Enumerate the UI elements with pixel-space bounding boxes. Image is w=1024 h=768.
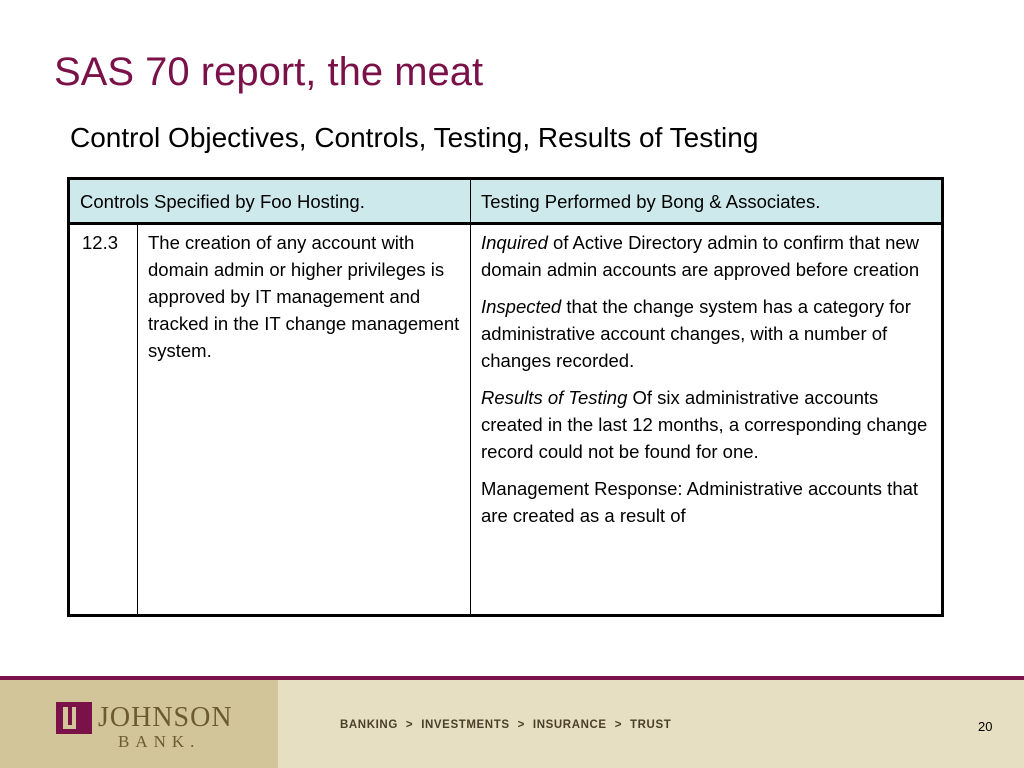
table-header-row [69, 179, 943, 224]
header-testing: Testing Performed by Bong & Associates. [471, 179, 943, 224]
testing-results [481, 384, 931, 465]
slide-title: SAS 70 report, the meat [54, 50, 484, 94]
slide-subtitle: Control Objectives, Controls, Testing, Results of Testing [70, 122, 759, 153]
nav-banking[interactable]: BANKING [340, 719, 398, 731]
footer-nav [340, 719, 671, 731]
control-description: The creation of any account with domain admin or higher privileges is approved by IT management and tracked in the IT change management system. [138, 224, 471, 616]
nav-separator: > [405, 719, 414, 731]
nav-separator: > [517, 719, 525, 731]
testing-lead: Inquired [481, 232, 548, 253]
sas70-table [67, 177, 944, 617]
logo-name: JOHNSON [98, 702, 233, 733]
page-number: 20 [978, 719, 993, 734]
nav-investments[interactable]: INVESTMENTS [421, 719, 510, 731]
testing-cell [471, 224, 943, 616]
table-row [69, 224, 943, 616]
testing-text: Management Response: Administrative accounts that are created as a result of [481, 478, 919, 526]
testing-text: that the change system has a category for administrative account changes, with a number of changes recorded. [481, 296, 911, 371]
nav-insurance[interactable]: INSURANCE [532, 719, 607, 731]
testing-text: Of six administrative accounts created in the last 12 months, a corresponding change record could not be found for one. [481, 387, 928, 462]
testing-text: of Active Directory admin to confirm that new domain admin accounts are approved before creation [481, 232, 920, 280]
testing-management-response [481, 475, 931, 529]
testing-lead: Results of Testing [481, 387, 628, 408]
header-controls: Controls Specified by Foo Hosting. [69, 179, 471, 224]
testing-inspected [481, 293, 931, 374]
johnson-bank-logo-icon [56, 702, 92, 734]
logo-sub: BANK. [118, 732, 201, 751]
nav-trust[interactable]: TRUST [630, 719, 672, 731]
control-number: 12.3 [69, 224, 138, 616]
testing-inquired [481, 229, 931, 283]
nav-separator: > [614, 719, 623, 731]
testing-lead: Inspected [481, 296, 562, 317]
